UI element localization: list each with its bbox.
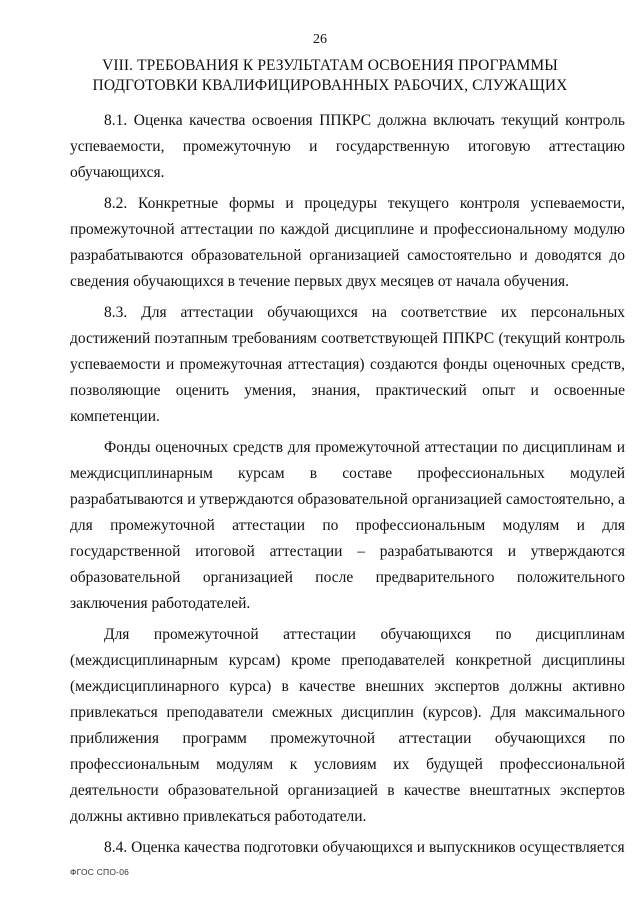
section-title — [60, 56, 600, 96]
section-title-line-1: VIII. ТРЕБОВАНИЯ К РЕЗУЛЬТАТАМ ОСВОЕНИЯ ПРОГРАММЫ — [102, 57, 558, 74]
section-title-line-2: ПОДГОТОВКИ КВАЛИФИЦИРОВАННЫХ РАБОЧИХ, СЛУЖАЩИХ — [92, 77, 568, 94]
footer-code: ФГОС СПО-06 — [70, 867, 130, 877]
paragraph-8-2: 8.2. Конкретные формы и процедуры текущего контроля успеваемости, промежуточной аттестации по каждой дисциплине и профессиональному модулю разрабатываются образовательной организацией самостоятельно и доводятся до сведения обучающихся в течение первых двух месяцев от начала обучения. — [70, 195, 625, 290]
paragraph-8-4: 8.4. Оценка качества подготовки обучающихся и выпускников осуществляется — [104, 839, 625, 856]
paragraph-external-experts: Для промежуточной аттестации обучающихся по дисциплинам (междисциплинарным курсам) кроме преподавателей конкретной дисциплины (междисциплинарного курса) в качестве внешних экспертов должны активно привлекаться преподаватели смежных дисциплин (курсов). Для максимального приближения программ промежуточной аттестации обучающихся по профессиональным модулям к условиям их будущей профессиональной деятельности образовательной организацией в качестве внештатных экспертов должны активно привлекаться работодатели. — [70, 626, 625, 825]
page-number: 26 — [313, 32, 327, 47]
paragraph-8-3: 8.3. Для аттестации обучающихся на соответствие их персональных достижений поэтапным требованиям соответствующей ППКРС (текущий контроль успеваемости и промежуточная аттестация) создаются фонды оценочных средств, позволяющие оценить умения, знания, практический опыт и освоенные компетенции. — [70, 304, 625, 425]
paragraph-assessment-funds: Фонды оценочных средств для промежуточной аттестации по дисциплинам и междисциплинарным курсам в составе профессиональных модулей разрабатываются и утверждаются образовательной организацией самостоятельно, а для промежуточной аттестации по профессиональным модулям и для государственной итоговой аттестации – разрабатываются и утверждаются образовательной организацией после предварительного положительного заключения работодателей. — [70, 439, 625, 612]
document-body — [70, 108, 625, 866]
paragraph-8-1: 8.1. Оценка качества освоения ППКРС должна включать текущий контроль успеваемости, промежуточную и государственную итоговую аттестацию обучающихся. — [70, 112, 625, 181]
